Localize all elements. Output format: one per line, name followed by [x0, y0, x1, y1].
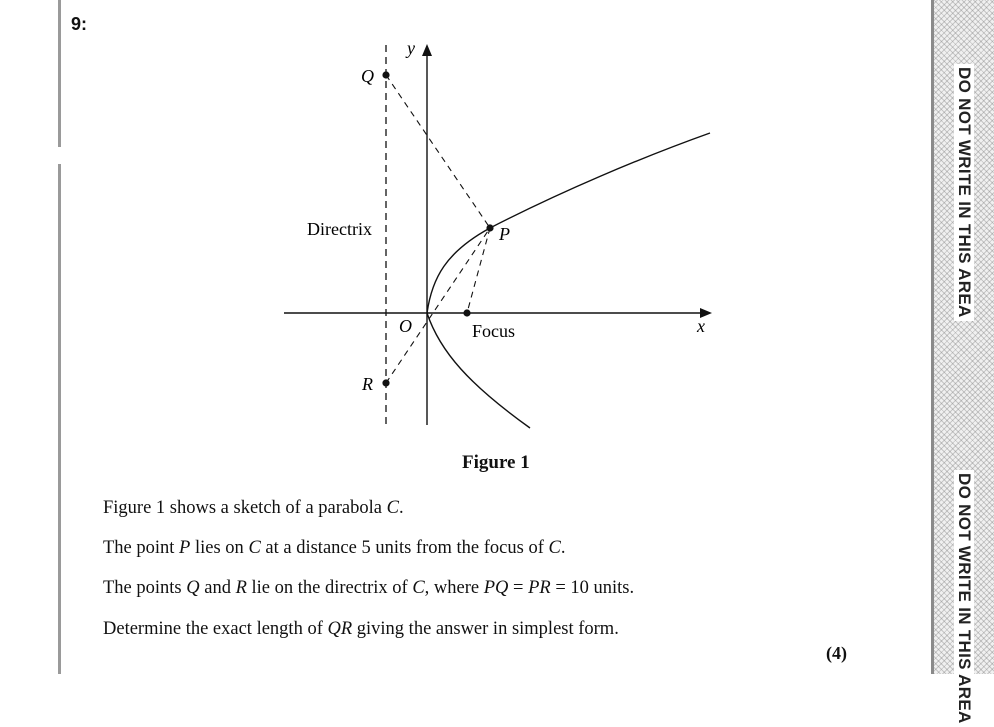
- margin-warning-top: DO NOT WRITE IN THIS AREA: [954, 64, 974, 321]
- focus-label: Focus: [472, 321, 516, 341]
- y-axis-label: y: [407, 38, 415, 58]
- segment-pr: [386, 228, 490, 383]
- figure-caption: Figure 1: [462, 452, 530, 473]
- segment-pq: [386, 75, 490, 228]
- parabola-curve: [427, 133, 710, 313]
- point-p-dot: [486, 224, 493, 231]
- point-q-label: Q: [361, 66, 374, 86]
- point-r-label: R: [362, 374, 373, 394]
- point-q-dot: [382, 71, 389, 78]
- question-text-line-3: The points Q and R lie on the directrix of C, where PQ = PR = 10 units.: [103, 578, 635, 598]
- question-text-line-4: Determine the exact length of QR giving the answer in simplest form.: [103, 619, 619, 639]
- focus-dot: [463, 309, 470, 316]
- point-r-dot: [382, 379, 389, 386]
- margin-warning-bottom: DO NOT WRITE IN THIS AREA: [954, 470, 974, 727]
- y-axis-arrow: [422, 44, 432, 56]
- question-text-line-2: The point P lies on C at a distance 5 units from the focus of C.: [103, 538, 566, 558]
- question-text-line-1: Figure 1 shows a sketch of a parabola C.: [103, 498, 404, 518]
- marks-allocation: (4): [826, 643, 847, 663]
- directrix-label: Directrix: [307, 219, 372, 239]
- x-axis-label: x: [697, 316, 705, 336]
- question-number: 9:: [71, 14, 88, 34]
- origin-label: O: [399, 316, 412, 336]
- point-p-label: P: [499, 224, 510, 244]
